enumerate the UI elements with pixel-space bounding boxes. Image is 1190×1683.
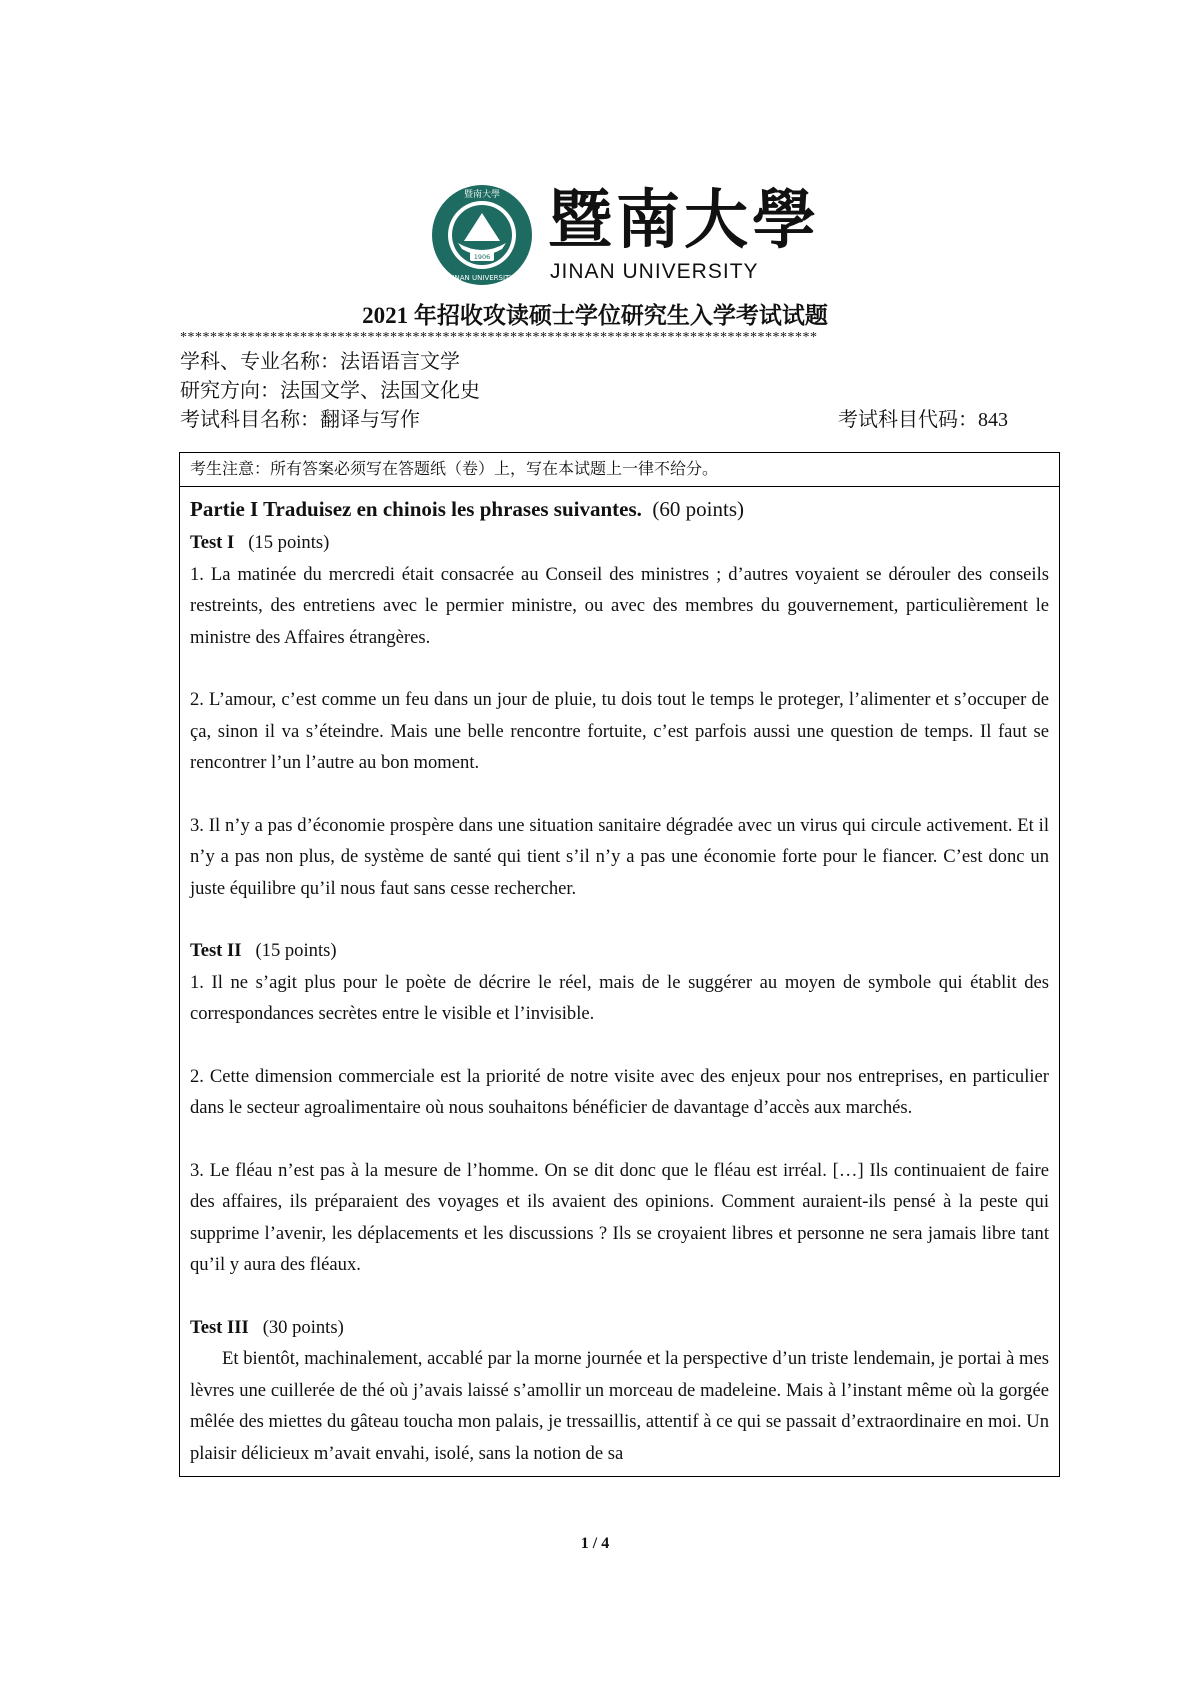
test-heading — [190, 935, 1049, 967]
university-seal-logo — [430, 183, 534, 287]
exam-title: 2021 年招收攻读硕士学位研究生入学考试试题 — [362, 303, 828, 328]
passage-text: Et bientôt, machinalement, accablé par la morne journée et la perspective d’un triste lendemain, je portai à mes lèvres une cuillerée de thé où j’avais laissé s’amollir un morceau de madeleine. Mais à l’instant même où la gorgée mêlée des miettes du gâteau toucha mon palais, je tressaillis, attentif à ce qui se passait d’extraordinaire en moi. Un plaisir délicieux m’avait envahi, isolé, sans la notion de sa — [190, 1348, 1049, 1464]
exam-content-box — [179, 452, 1060, 1477]
candidate-notice: 考生注意：所有答案必须写在答题纸（卷）上，写在本试题上一律不给分。 — [180, 453, 1059, 487]
subject-line: 学科、专业名称：法语语言文学 — [180, 351, 460, 373]
part-points: (60 points) — [652, 497, 744, 521]
test-heading-label: Test I — [190, 532, 235, 553]
star-divider: ************************************************************************************* — [180, 330, 818, 345]
test-points: (15 points) — [255, 940, 337, 961]
page-number: 1 / 4 — [580, 1535, 610, 1552]
question-item: 3. Il n’y a pas d’économie prospère dans une situation sanitaire dégradée avec un virus qui circule activement. Et il n’y a pas non plus, de système de santé qui tient s’il n’y a pas une économie forte pour le fiancer. C’est donc un juste équilibre qu’il nous faut sans cesse rechercher. — [190, 814, 1049, 899]
part-title-text: Partie I Traduisez en chinois les phrases suivantes. — [190, 497, 642, 521]
test-points: (15 points) — [248, 532, 330, 553]
course-code: 考试科目代码：843 — [838, 409, 1008, 431]
question-item: 2. Cette dimension commerciale est la priorité de notre visite avec des enjeux pour nos entreprises, en particulier dans le secteur agroalimentaire où nous souhaitons bénéficier de davantage d’accès aux marchés. — [190, 1065, 1049, 1118]
direction-line: 研究方向：法国文学、法国文化史 — [180, 380, 480, 402]
seal-text-cn: 暨南大學 — [463, 190, 501, 200]
university-name-en: JINAN UNIVERSITY — [550, 260, 759, 283]
course-line: 考试科目名称：翻译与写作 — [180, 409, 420, 431]
question-item: 3. Le fléau n’est pas à la mesure de l’homme. On se dit donc que le fléau est irréal. […] Ils continuaient de faire des affaires, ils préparaient des voyages et ils avaient des opinions. Comment auraient-ils pensé à la peste qui supprime l’avenir, les déplacements et les discussions ? Ils se croyaient libres et personne ne sera jamais libre tant qu’il y aura des fléaux. — [190, 1159, 1049, 1275]
question-item: 1. Il ne s’agit plus pour le poète de décrire le réel, mais de le suggérer au moyen de symbole qui établit des correspondances secrètes entre le visible et l’invisible. — [190, 971, 1049, 1024]
question-item: 1. La matinée du mercredi était consacrée au Conseil des ministres ; d’autres voyaient se dérouler des conseils restreints, des entretiens avec le permier ministre, ou avec des membres du gouvernement, particulièrement le ministre des Affaires étrangères. — [190, 563, 1049, 648]
test-heading-label: Test III — [190, 1316, 249, 1338]
question-item: 2. L’amour, c’est comme un feu dans un jour de pluie, tu dois tout le temps le proteger, l’alimenter et s’occuper de ça, sinon il va s’éteindre. Mais une belle rencontre fortuite, c’est parfois aussi une question de temps. Il faut se rencontrer l’un l’autre au bon moment. — [190, 689, 1049, 773]
seal-text-en: JINAN UNIVERSITY — [450, 274, 514, 282]
test-heading — [190, 527, 1049, 559]
university-name-cn: 暨南大學 — [548, 183, 820, 258]
exam-content — [180, 487, 1059, 1469]
test-heading-label: Test II — [190, 940, 242, 961]
test-heading — [190, 1312, 1049, 1344]
test-points: (30 points) — [262, 1316, 344, 1338]
part-title — [190, 491, 1049, 527]
seal-year: 1906 — [473, 253, 491, 261]
